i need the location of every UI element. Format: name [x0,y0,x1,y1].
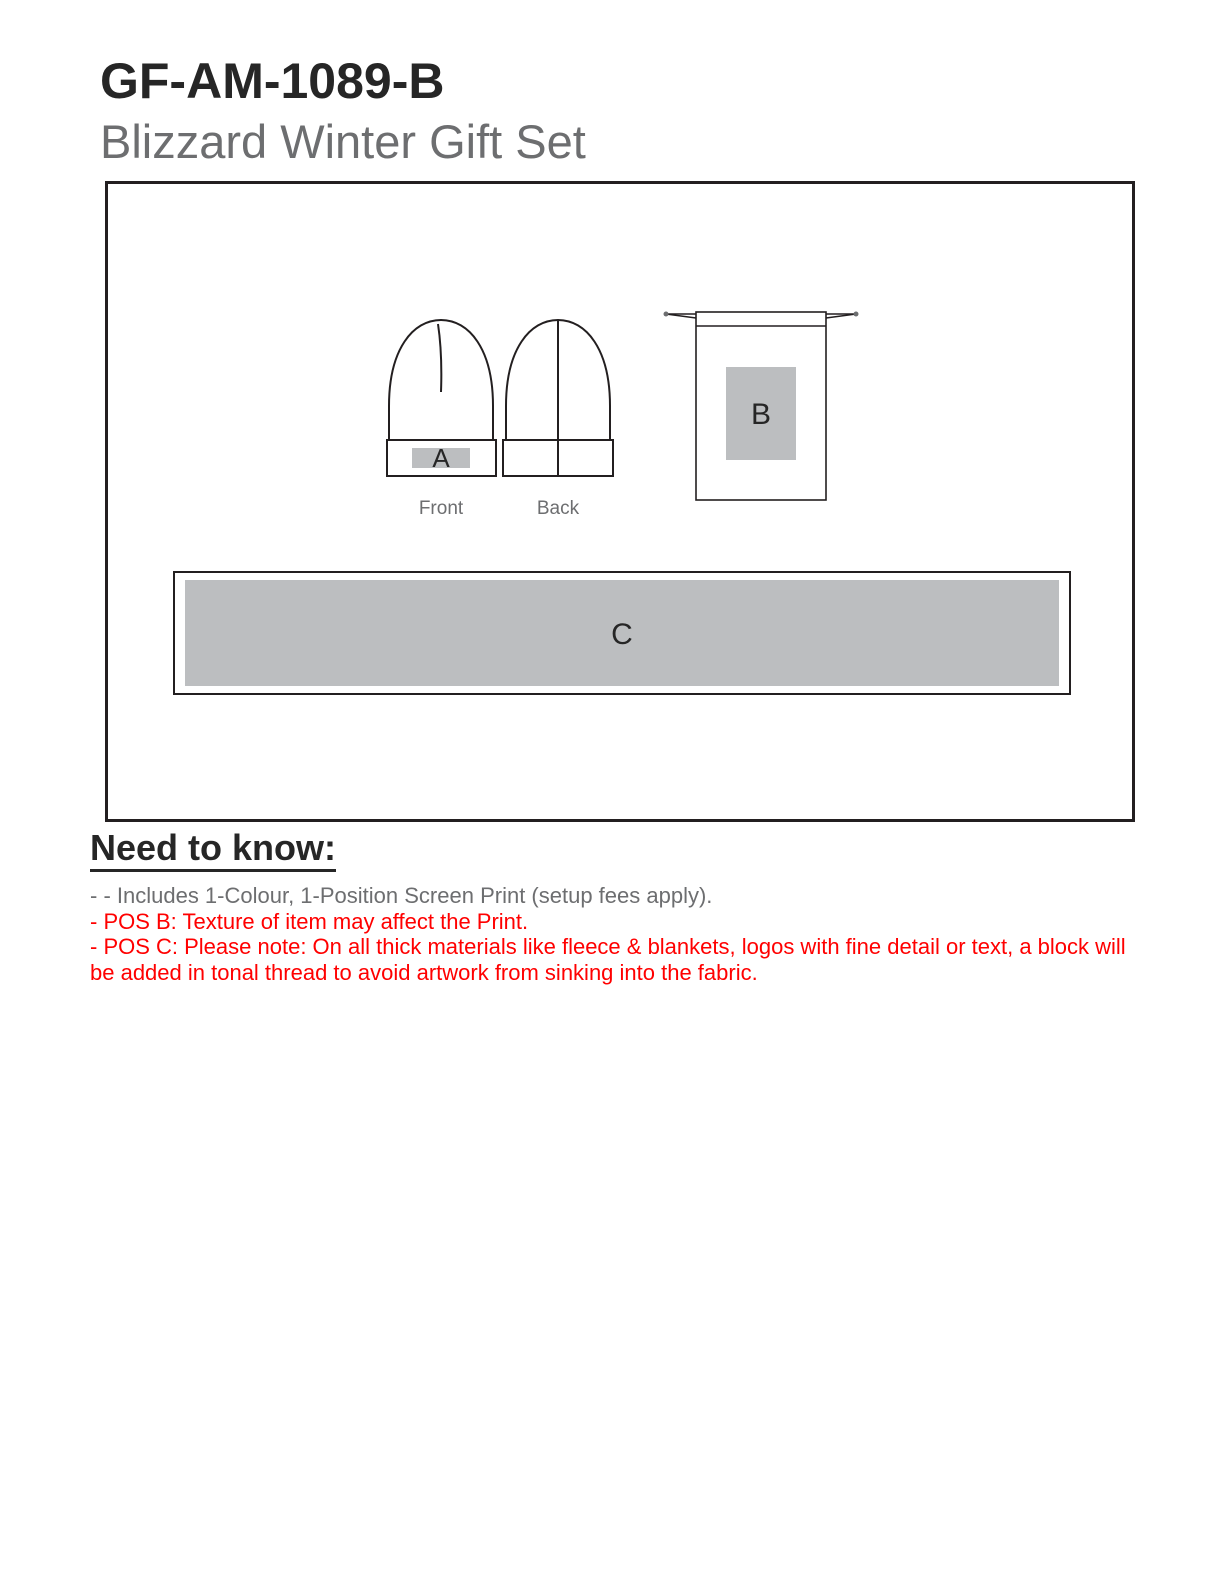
need-to-know-heading: Need to know: [90,830,336,872]
print-area-b-label: B [750,398,772,431]
need-to-know-notes [90,883,1130,985]
note-pos-c: - POS C: Please note: On all thick materials like fleece & blankets, logos with fine detail or text, a block will be added in tonal thread to avoid artwork from sinking into the fabric. [90,934,1126,985]
note-print-info: - - Includes 1-Colour, 1-Position Screen Print (setup fees apply). [90,883,713,908]
product-artwork-panel [105,181,1135,822]
print-area-c-label: C [611,618,633,651]
note-pos-b: - POS B: Texture of item may affect the Print. [90,908,529,934]
product-name: Blizzard Winter Gift Set [100,115,586,168]
product-artwork [108,184,1132,819]
drawstring-right-end [854,312,859,317]
product-code: GF-AM-1089-B [100,53,445,109]
beanie-front-caption: Front [418,498,464,519]
beanie-back-caption: Back [536,498,580,519]
print-area-a-label: A [432,443,450,473]
beanie-back [503,320,613,476]
drawstring-left-end [664,312,669,317]
